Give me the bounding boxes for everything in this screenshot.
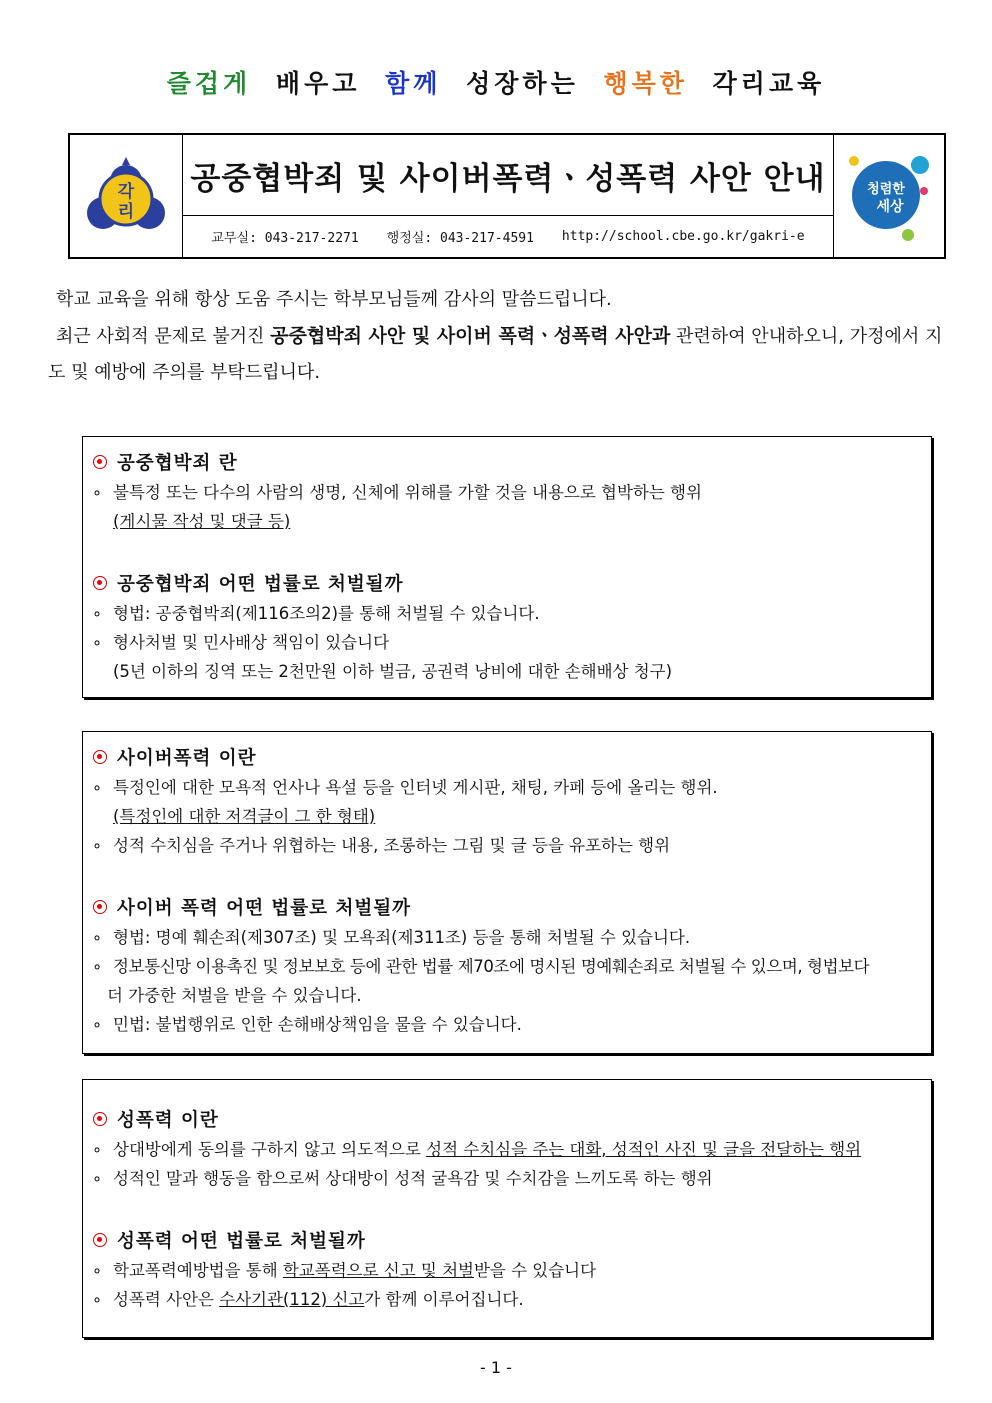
item-text: 가 함께 이루어집니다. bbox=[364, 1290, 524, 1309]
circle-bullet-icon: ∘ bbox=[91, 1261, 103, 1280]
circle-bullet-icon: ∘ bbox=[92, 957, 102, 976]
heading-text: 공중협박죄 란 bbox=[117, 452, 238, 474]
school-url[interactable]: http://school.cbe.go.kr/gakri-e bbox=[561, 229, 805, 244]
intro-paragraph-1: 학교 교육을 위해 항상 도움 주시는 학부모님들께 감사의 말씀드립니다. bbox=[56, 289, 612, 310]
item-text: 성적인 말과 행동을 함으로써 상대방이 성적 굴욕감 및 수치감을 느끼도록 하는 행위 bbox=[113, 1169, 713, 1188]
item-continuation: (특정인에 대한 저격글이 그 한 형태) bbox=[113, 807, 376, 826]
red-circle-bullet-icon bbox=[93, 455, 107, 469]
slogan-word: 즐겁게 bbox=[166, 69, 252, 98]
intro-text-c: 관련하여 안내하오니, 가정에서 지도 및 예방에 주의를 부탁드립니다. bbox=[48, 326, 943, 383]
item-text: 민법: 불법행위로 인한 손해배상책임을 물을 수 있습니다. bbox=[113, 1015, 522, 1034]
intro-text bbox=[48, 282, 944, 391]
item-text: 불특정 또는 다수의 사람의 생명, 신체에 위해를 가할 것을 내용으로 협박하는 행위 bbox=[113, 483, 702, 502]
circle-bullet-icon: ∘ bbox=[91, 1290, 103, 1309]
heading-text: 성폭력 이란 bbox=[117, 1109, 219, 1131]
slogan-word: 성장하는 bbox=[466, 69, 579, 98]
page-number: - 1 - bbox=[480, 1358, 512, 1377]
section-heading bbox=[89, 566, 921, 599]
item-text: 형사처벌 및 민사배상 책임이 있습니다 bbox=[113, 633, 390, 652]
section-heading bbox=[89, 740, 921, 773]
red-circle-bullet-icon bbox=[93, 1112, 107, 1126]
item-underlined-text: 성적 수치심을 주는 대화, 성적인 사진 및 글을 전달하는 행위 bbox=[426, 1140, 862, 1159]
list-item bbox=[89, 1164, 921, 1193]
document-header bbox=[68, 133, 946, 259]
list-item bbox=[89, 478, 921, 507]
svg-text:각: 각 bbox=[117, 182, 135, 202]
office-phone: 교무실: 043-217-2271 bbox=[211, 231, 359, 246]
item-text: 형법: 공중협박죄(제116조의2)를 통해 처벌될 수 있습니다. bbox=[113, 604, 540, 623]
list-item bbox=[89, 1285, 921, 1314]
item-text: 학교폭력예방법을 통해 bbox=[113, 1261, 283, 1280]
item-text: 형법: 명예 훼손죄(제307조) 및 모욕죄(제311조) 등을 통해 처벌될 수 있습니다. bbox=[113, 928, 691, 947]
item-underlined-text: 학교폭력으로 신고 및 처벌 bbox=[282, 1261, 474, 1280]
heading-text: 성폭력 어떤 법률로 처벌될까 bbox=[117, 1230, 366, 1252]
list-item bbox=[89, 628, 921, 657]
red-circle-bullet-icon bbox=[93, 576, 107, 590]
red-circle-bullet-icon bbox=[93, 1233, 107, 1247]
admin-phone: 행정실: 043-217-4591 bbox=[386, 231, 534, 246]
public-threat-section bbox=[82, 436, 932, 698]
integrity-logo bbox=[833, 135, 944, 257]
red-circle-bullet-icon bbox=[93, 750, 107, 764]
item-text: 성폭력 사안은 bbox=[113, 1290, 220, 1309]
circle-bullet-icon: ∘ bbox=[91, 1169, 103, 1188]
list-item bbox=[89, 952, 921, 981]
list-item bbox=[89, 831, 921, 860]
heading-text: 사이버폭력 이란 bbox=[117, 747, 257, 769]
item-text: 받을 수 있습니다 bbox=[473, 1261, 597, 1280]
intro-emphasis: 공중협박죄 사안 및 사이버 폭력ㆍ성폭력 사안과 bbox=[270, 325, 671, 347]
item-underlined-text: 수사기관(112) 신고 bbox=[219, 1290, 365, 1309]
circle-bullet-icon: ∘ bbox=[91, 604, 103, 623]
list-item bbox=[89, 1256, 921, 1285]
list-item bbox=[89, 923, 921, 952]
circle-bullet-icon: ∘ bbox=[91, 633, 103, 652]
item-text: 특정인에 대한 모욕적 언사나 욕설 등을 인터넷 게시판, 채팅, 카페 등에 올리는 행위. bbox=[113, 778, 718, 797]
slogan-word: 행복한 bbox=[603, 69, 688, 98]
svg-text:리: 리 bbox=[117, 202, 135, 222]
circle-bullet-icon: ∘ bbox=[91, 836, 103, 855]
section-heading bbox=[89, 890, 921, 923]
integrity-world-icon bbox=[834, 135, 944, 257]
heading-text: 사이버 폭력 어떤 법률로 처벌될까 bbox=[117, 897, 411, 919]
list-item bbox=[89, 599, 921, 628]
sexual-violence-section bbox=[82, 1079, 932, 1338]
school-emblem-logo bbox=[70, 135, 183, 257]
contact-info bbox=[183, 216, 833, 257]
slogan-word: 배우고 bbox=[275, 69, 361, 98]
section-heading bbox=[89, 445, 921, 478]
section-heading bbox=[89, 1223, 921, 1256]
list-item bbox=[89, 1135, 921, 1164]
intro-paragraph-2 bbox=[48, 318, 944, 391]
circle-bullet-icon: ∘ bbox=[91, 928, 103, 947]
circle-bullet-icon: ∘ bbox=[91, 1015, 103, 1034]
item-text: 정보통신망 이용촉진 및 정보보호 등에 관한 법률 제70조에 명시된 명예훼손죄로 처벌될 수 있으며, 형법보다 bbox=[113, 957, 870, 976]
list-item bbox=[89, 1010, 921, 1039]
slogan-word: 각리교육 bbox=[712, 69, 826, 98]
circle-bullet-icon: ∘ bbox=[91, 778, 103, 797]
document-title: 공중협박죄 및 사이버폭력ㆍ성폭력 사안 안내 bbox=[183, 135, 833, 216]
slogan-word: 함께 bbox=[385, 69, 442, 98]
item-text: 상대방에게 동의를 구하지 않고 의도적으로 bbox=[113, 1140, 427, 1159]
section-heading bbox=[89, 1102, 921, 1135]
item-continuation: (게시물 작성 및 댓글 등) bbox=[113, 512, 291, 531]
circle-bullet-icon: ∘ bbox=[91, 1140, 103, 1159]
cyber-violence-section bbox=[82, 731, 932, 1054]
svg-text:세상: 세상 bbox=[876, 199, 904, 215]
item-continuation: 더 가중한 처벌을 받을 수 있습니다. bbox=[107, 986, 362, 1005]
circle-bullet-icon: ∘ bbox=[91, 483, 103, 502]
item-continuation: (5년 이하의 징역 또는 2천만원 이하 벌금, 공권력 낭비에 대한 손해배상 청구) bbox=[113, 662, 673, 681]
item-text: 성적 수치심을 주거나 위협하는 내용, 조롱하는 그림 및 글 등을 유포하는 행위 bbox=[113, 836, 671, 855]
list-item bbox=[89, 773, 921, 802]
heading-text: 공중협박죄 어떤 법률로 처벌될까 bbox=[117, 573, 404, 595]
school-slogan bbox=[0, 64, 992, 100]
red-circle-bullet-icon bbox=[93, 900, 107, 914]
emblem-icon bbox=[70, 135, 182, 257]
intro-text-a: 최근 사회적 문제로 불거진 bbox=[56, 326, 271, 347]
svg-text:청렴한: 청렴한 bbox=[867, 182, 905, 197]
